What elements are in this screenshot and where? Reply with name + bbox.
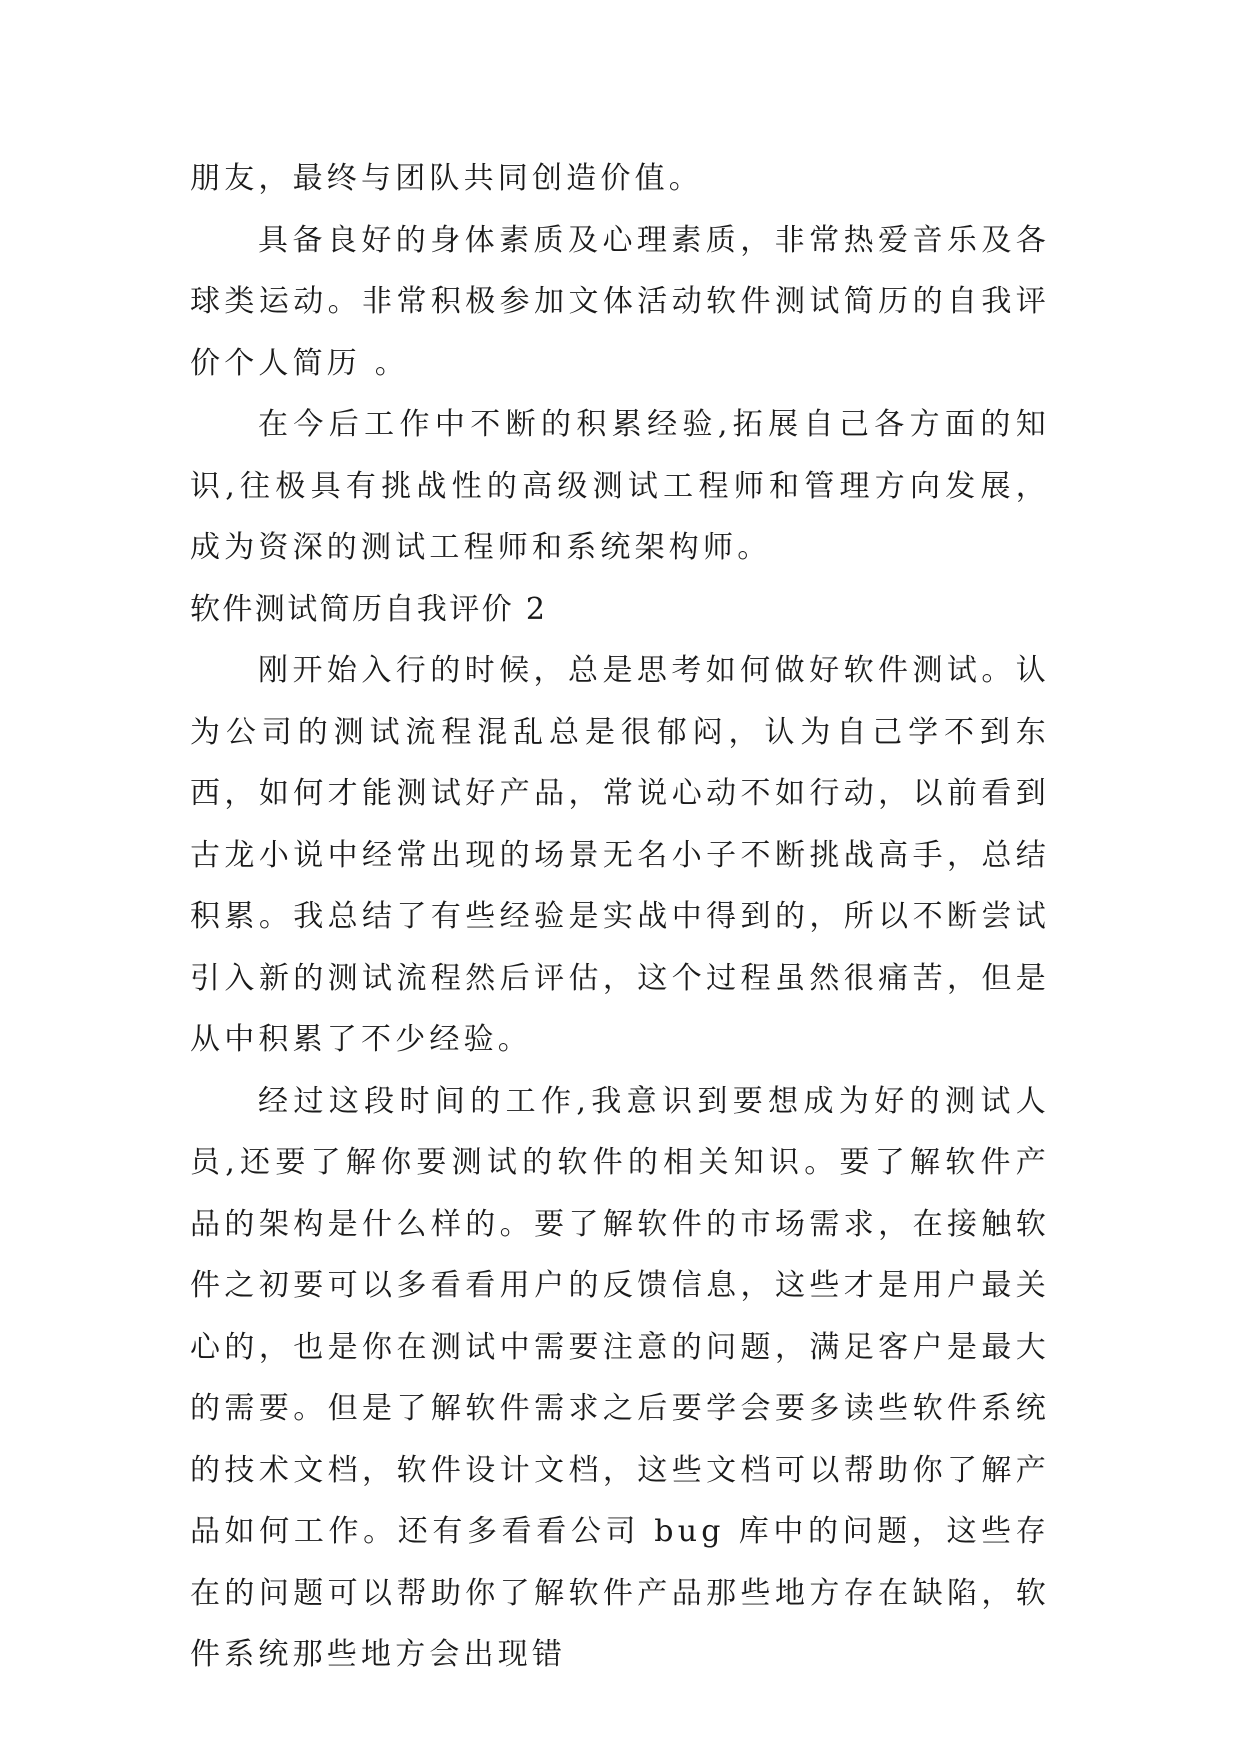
paragraph-career-goals: 在今后工作中不断的积累经验,拓展自己各方面的知识,往极具有挑战性的高级测试工程师和管理方向发展，成为资深的测试工程师和系统架构师。 <box>190 407 1050 565</box>
paragraph-testing-knowledge: 经过这段时间的工作,我意识到要想成为好的测试人员,还要了解你要测试的软件的相关知识。要了解软件产品的架构是什么样的。要了解软件的市场需求，在接触软件之初要可以多看看用户的反馈信息，这些才是用户最关心的，也是你在测试中需要注意的问题，满足客户是最大的需要。但是了解软件需求之后要学会要多读些软件系统的技术文档，软件设计文档，这些文档可以帮助你了解产品如何工作。还有多看看公司 bug 库中的问题，这些存在的问题可以帮助你了解软件产品那些地方存在缺陷，软件系统那些地方会出现错 <box>190 1083 1050 1672</box>
paragraph-continuation: 朋友，最终与团队共同创造价值。 <box>190 161 703 196</box>
section-heading: 软件测试简历自我评价 2 <box>190 591 548 627</box>
paragraph-early-experience: 刚开始入行的时候，总是思考如何做好软件测试。认为公司的测试流程混乱总是很郁闷，认为自己学不到东西，如何才能测试好产品，常说心动不如行动，以前看到古龙小说中经常出现的场景无名小子不断挑战高手，总结积累。我总结了有些经验是实战中得到的，所以不断尝试引入新的测试流程然后评估，这个过程虽然很痛苦，但是从中积累了不少经验。 <box>190 653 1050 1057</box>
document-body <box>190 148 1050 1686</box>
paragraph-fitness-hobbies: 具备良好的身体素质及心理素质，非常热爱音乐及各球类运动。非常积极参加文体活动软件测试简历的自我评价个人简历 。 <box>190 222 1050 381</box>
